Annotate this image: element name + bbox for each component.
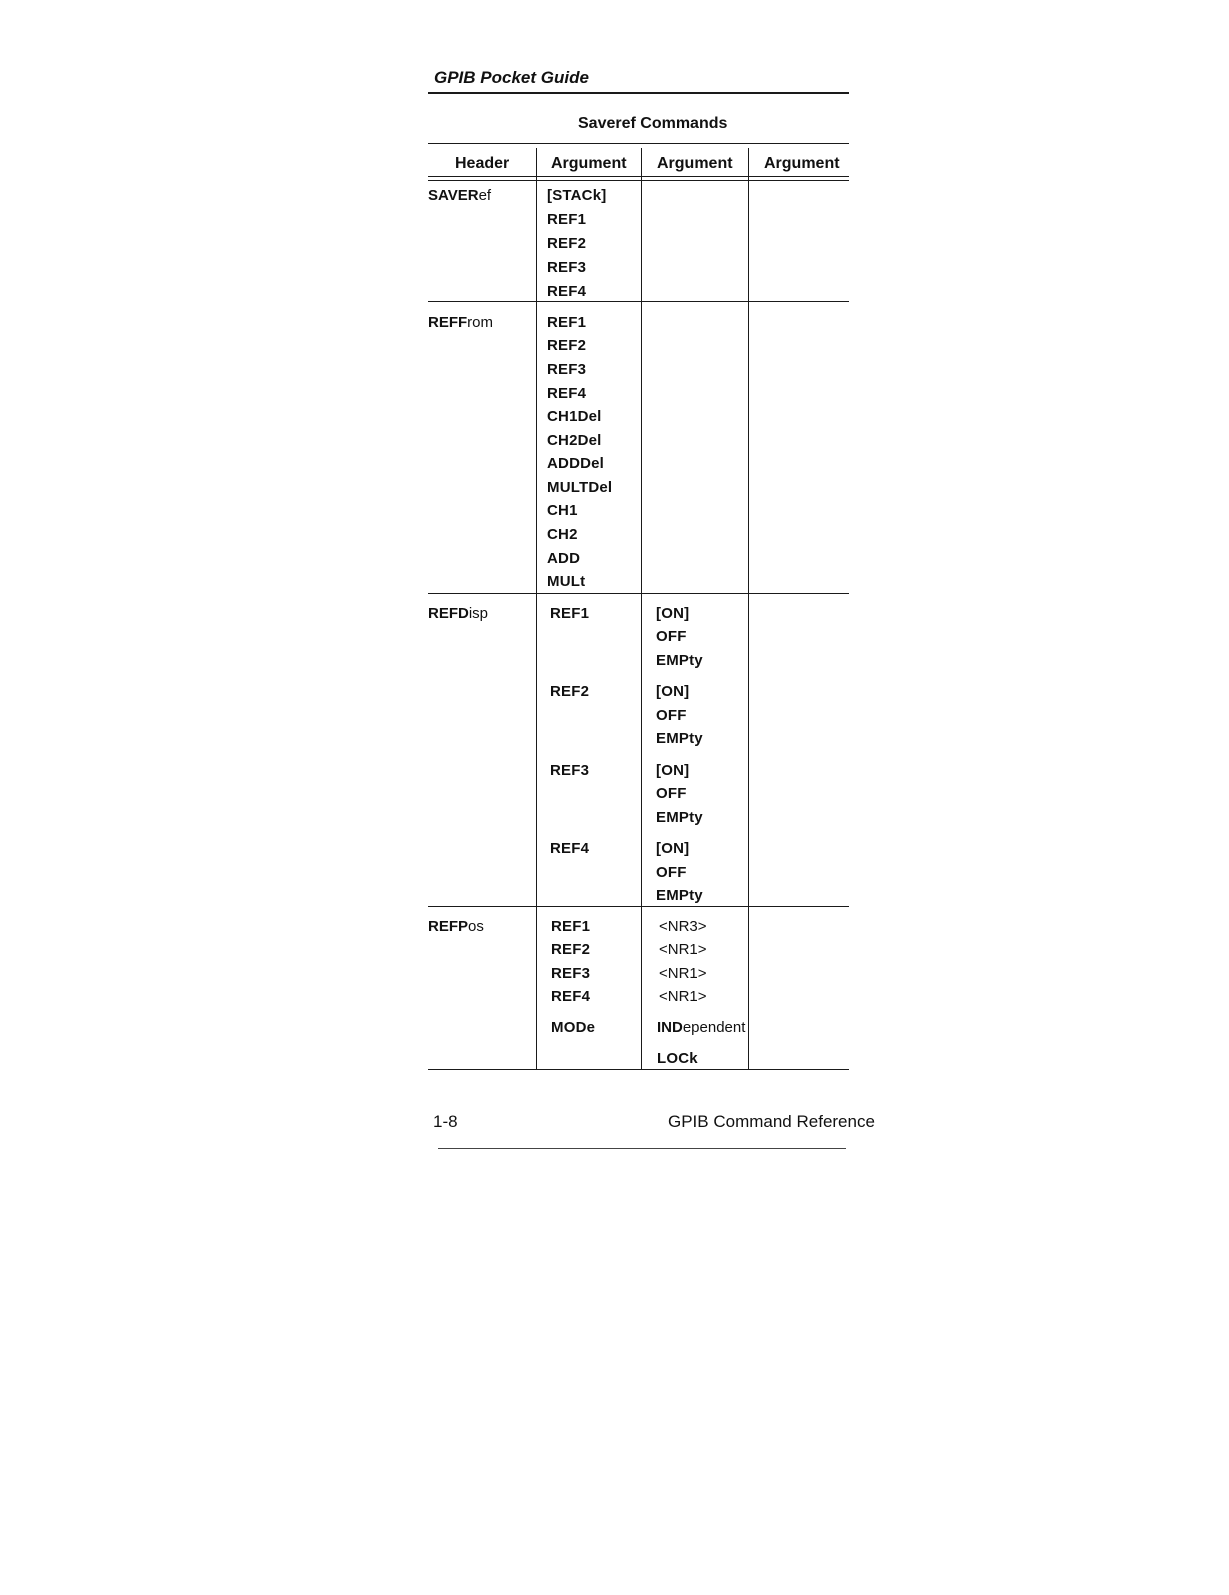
argument-cell: CH2	[547, 526, 578, 543]
command-header-saveref: SAVERef	[428, 187, 492, 204]
table-bottom-rule	[428, 1069, 849, 1070]
argument-cell: <NR3>	[659, 918, 707, 935]
argument-cell: <NR1>	[659, 988, 707, 1005]
argument-cell: CH1Del	[547, 408, 602, 425]
argument-cell: CH2Del	[547, 432, 602, 449]
group-rule-1	[428, 301, 849, 302]
argument-cell: EMPty	[656, 809, 703, 826]
argument-cell: INDependent	[657, 1019, 746, 1036]
argument-cell: REF1	[551, 918, 591, 935]
table-top-rule	[428, 143, 849, 144]
argument-cell: REF2	[550, 683, 590, 700]
group-rule-2	[428, 593, 849, 594]
argument-cell: MULt	[547, 573, 586, 590]
guide-title: GPIB Pocket Guide	[434, 68, 589, 87]
argument-cell: OFF	[656, 707, 687, 724]
table-title: Saveref Commands	[578, 115, 728, 132]
argument-cell: REF4	[550, 840, 590, 857]
argument-cell: REF4	[547, 283, 587, 300]
column-divider-1	[536, 148, 537, 1070]
argument-cell: EMPty	[656, 887, 703, 904]
argument-cell: REF2	[547, 337, 587, 354]
argument-cell: MODe	[551, 1019, 596, 1036]
argument-cell: OFF	[656, 785, 687, 802]
argument-cell: REF2	[551, 941, 591, 958]
argument-cell: REF3	[547, 361, 587, 378]
page-number: 1-8	[433, 1112, 458, 1131]
column-header-header: Header	[455, 155, 510, 172]
footer-rule	[438, 1148, 846, 1149]
column-header-argument-2: Argument	[657, 155, 733, 172]
argument-cell: [ON]	[656, 683, 690, 700]
argument-cell: REF3	[550, 762, 590, 779]
command-header-reffrom: REFFrom	[428, 314, 494, 331]
argument-cell: OFF	[656, 864, 687, 881]
header-double-rule-2	[428, 180, 849, 181]
argument-cell: EMPty	[656, 730, 703, 747]
argument-cell: LOCk	[657, 1050, 698, 1067]
argument-cell: REF1	[550, 605, 590, 622]
argument-cell: <NR1>	[659, 941, 707, 958]
argument-cell: [STACk]	[547, 187, 607, 204]
argument-cell: MULTDel	[547, 479, 613, 496]
section-title: GPIB Command Reference	[668, 1112, 875, 1131]
argument-cell: [ON]	[656, 840, 690, 857]
column-header-argument-1: Argument	[551, 155, 627, 172]
command-header-refpos: REFPos	[428, 918, 484, 935]
argument-cell: REF1	[547, 314, 587, 331]
argument-cell: <NR1>	[659, 965, 707, 982]
header-rule	[428, 92, 849, 94]
column-header-argument-3: Argument	[764, 155, 840, 172]
column-divider-3	[748, 148, 749, 1070]
argument-cell: REF3	[551, 965, 591, 982]
column-divider-2	[641, 148, 642, 1070]
argument-cell: CH1	[547, 502, 578, 519]
argument-cell: REF4	[547, 385, 587, 402]
argument-cell: EMPty	[656, 652, 703, 669]
header-double-rule-1	[428, 176, 849, 177]
argument-cell: [ON]	[656, 605, 690, 622]
argument-cell: REF1	[547, 211, 587, 228]
argument-cell: ADDDel	[547, 455, 605, 472]
argument-cell: REF3	[547, 259, 587, 276]
argument-cell: REF4	[551, 988, 591, 1005]
command-header-refdisp: REFDisp	[428, 605, 489, 622]
argument-cell: [ON]	[656, 762, 690, 779]
group-rule-3	[428, 906, 849, 907]
argument-cell: OFF	[656, 628, 687, 645]
argument-cell: REF2	[547, 235, 587, 252]
argument-cell: ADD	[547, 550, 581, 567]
